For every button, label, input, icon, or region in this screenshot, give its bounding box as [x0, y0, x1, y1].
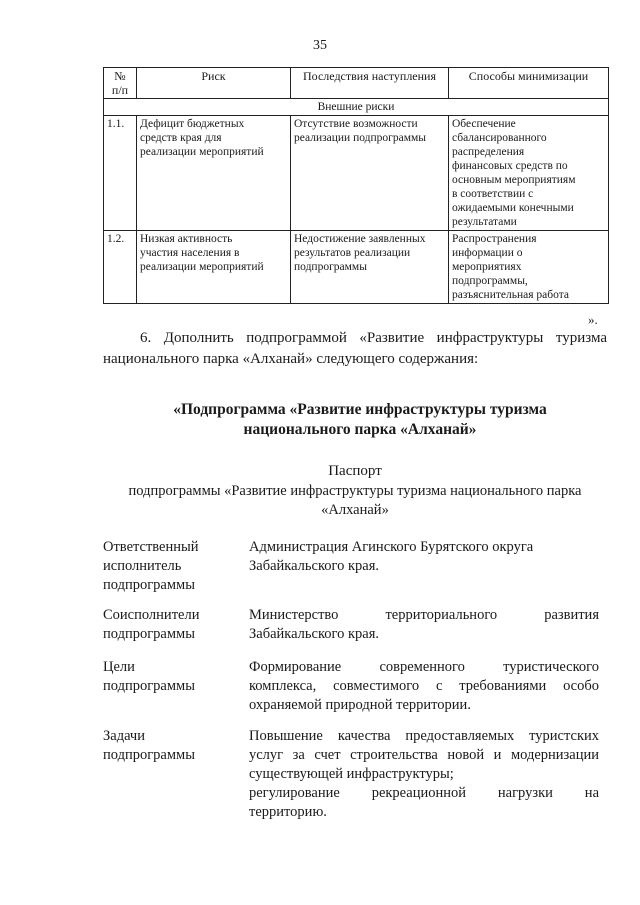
subprogram-title: [160, 400, 560, 440]
row-mitigation: Обеспечение сбалансированного распределения финансовых средств по основным мероприятиям в соответствии с ожидаемыми конечными результатами: [449, 116, 609, 231]
passport-subtitle-line2: «Алханай»: [321, 502, 389, 518]
value-line: Повышение качества предоставляемых туристских: [249, 728, 599, 744]
value-line: Забайкальского края.: [249, 558, 379, 574]
value-line: Администрация Агинского Бурятского округа: [249, 539, 534, 555]
risk-table: [103, 67, 609, 304]
header-num: № п/п: [104, 68, 137, 99]
row-consequence: Отсутствие возможности реализации подпрограммы: [291, 116, 449, 231]
table-row: [104, 231, 609, 304]
subprogram-title-line2: национального парка «Алханай»: [243, 421, 477, 438]
row-mitigation: Распространения информации о мероприятиях подпрограммы, разъяснительная работа: [449, 231, 609, 304]
passport-label: Соисполнители подпрограммы: [103, 607, 200, 642]
passport-value: [249, 727, 599, 822]
closing-quote: ».: [588, 312, 598, 327]
passport-label: Ответственный исполнитель подпрограммы: [103, 539, 199, 593]
passport-label: Цели подпрограммы: [103, 659, 195, 694]
passport-subtitle: [103, 482, 607, 520]
row-risk: Низкая активность участия населения в реализации мероприятий: [137, 231, 291, 304]
row-num: 1.2.: [104, 231, 137, 304]
passport-value: [249, 538, 599, 576]
row-risk: Дефицит бюджетных средств края для реализации мероприятий: [137, 116, 291, 231]
value-line: охраняемой природной территории.: [249, 697, 471, 713]
subprogram-title-line1: «Подпрограмма «Развитие инфраструктуры туризма: [173, 401, 547, 418]
section-external-risks: Внешние риски: [104, 99, 609, 116]
header-risk: Риск: [137, 68, 291, 99]
value-line: Забайкальского края.: [249, 626, 379, 642]
passport-value: [249, 658, 599, 715]
table-section-row: [104, 99, 609, 116]
value-line: комплекса, совместимого с требованиями особо: [249, 678, 599, 694]
passport-label: Задачи подпрограммы: [103, 728, 195, 763]
passport-title: Паспорт: [328, 463, 382, 479]
page-number: 35: [313, 38, 327, 53]
row-num: 1.1.: [104, 116, 137, 231]
value-line: существующей инфраструктуры;: [249, 766, 454, 782]
passport-value: [249, 606, 599, 644]
table-header-row: [104, 68, 609, 99]
header-consequence: Последствия наступления: [291, 68, 449, 99]
value-line: Формирование современного туристического: [249, 659, 599, 675]
table-row: [104, 116, 609, 231]
amendment-paragraph: 6. Дополнить подпрограммой «Развитие инфраструктуры туризма национального парка «Алханай» следующего содержания:: [103, 330, 607, 367]
header-mitigation: Способы минимизации: [449, 68, 609, 99]
value-line: услуг за счет строительства новой и модернизации: [249, 747, 599, 763]
value-line: территорию.: [249, 804, 327, 820]
value-line: Министерство территориального развития: [249, 607, 599, 623]
value-line: регулирование рекреационной нагрузки на: [249, 785, 599, 801]
passport-subtitle-line1: подпрограммы «Развитие инфраструктуры туризма национального парка: [128, 483, 582, 499]
row-consequence: Недостижение заявленных результатов реализации подпрограммы: [291, 231, 449, 304]
